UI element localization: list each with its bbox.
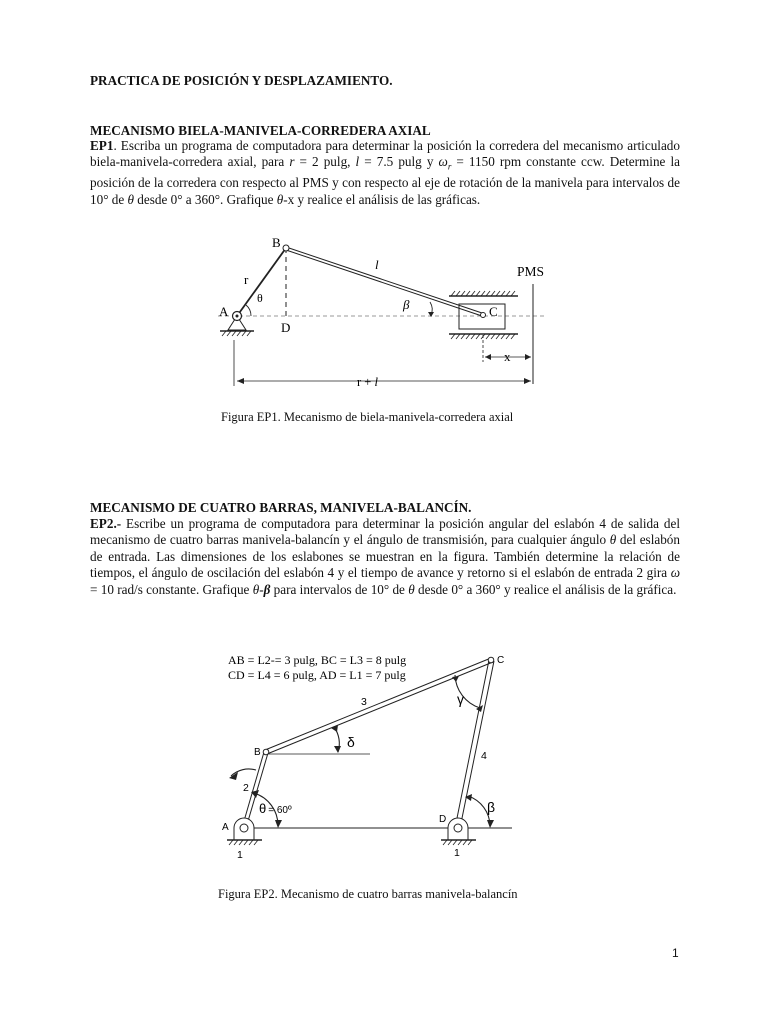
fig1-label-beta: β (403, 297, 410, 312)
ep2-label: EP2.- (90, 516, 122, 531)
fig1-label-theta: θ (257, 291, 263, 305)
figure-ep2-four-bar (205, 648, 525, 868)
fig1-label-l: l (375, 257, 379, 272)
fig2-label-d: D (439, 814, 447, 825)
fig2-dims-line2: CD = L4 = 6 pulg, AD = L1 = 7 pulg (228, 668, 406, 682)
fig2-label-b: B (254, 747, 261, 758)
fig1-label-pms: PMS (517, 264, 545, 279)
fig1-label-d: D (281, 320, 291, 335)
fig2-label-gamma: γ (457, 691, 464, 707)
fig2-label-3: 3 (361, 696, 367, 708)
section1-paragraph: EP1. Escriba un programa de computadora para determinar la posición la corredera del mecanismo articulado biela-manivela-corredera axial, para r = 2 pulg, l = 7.5 pulg y $\omega_r = 1150$ rpm constante ccw. Determine la posición de la corredera con respecto al PMS y con respecto al eje de rotación de la manivela para intervalos de 10° de θ desde 0° a 360°. Grafique θ-x y realice el análisis de las gráficas. (90, 138, 680, 207)
section2-paragraph: EP2.- Escribe un programa de computadora para determinar la posición angular del eslabón 4 de salida del mecanismo de cuatro barras manivela-balancín y el ángulo de transmisión, para cualquier ángulo θ del eslabón de entrada. Las dimensiones de los eslabones se muestran en la figura. También determine la relación de tiempos, el ángulo de oscilación del eslabón 4 y el tiempo de avance y retorno si el eslabón de entrada 2 gira ω = 10 rad/s constante. Grafique θ-β para intervalos de 10° de θ desde 0° a 360° y realice el análisis de la gráfica. (90, 516, 680, 597)
fig2-label-delta: δ (347, 734, 355, 750)
section2-heading: MECANISMO DE CUATRO BARRAS, MANIVELA-BALANCÍN. (90, 500, 472, 515)
fig2-label-4: 4 (481, 750, 487, 762)
fig2-dims-line1: AB = L2-= 3 pulg, BC = L3 = 8 pulg (228, 653, 407, 667)
fig2-label-beta: β (487, 799, 496, 815)
fig1-label-b: B (272, 235, 281, 250)
fig2-label-1a: 1 (237, 849, 243, 861)
fig2-label-a: A (222, 822, 229, 833)
fig1-label-c: C (489, 304, 498, 319)
fig2-label-1b: 1 (454, 847, 460, 859)
figure-ep1-caption: Figura EP1. Mecanismo de biela-manivela-corredera axial (221, 410, 514, 424)
fig1-label-a: A (219, 304, 229, 319)
fig2-label-theta60: θ = 60º (259, 801, 292, 816)
fig2-label-2: 2 (243, 782, 249, 794)
fig1-label-r: r (244, 272, 249, 287)
page-title: PRACTICA DE POSICIÓN Y DESPLAZAMIENTO. (90, 73, 393, 88)
page-number: 1 (672, 946, 679, 960)
ep1-label: EP1 (90, 138, 114, 153)
fig2-label-c: C (497, 655, 505, 666)
section1-heading: MECANISMO BIELA-MANIVELA-CORREDERA AXIAL (90, 123, 431, 138)
figure-ep2-caption: Figura EP2. Mecanismo de cuatro barras manivela-balancín (218, 887, 518, 901)
fig1-label-rl: r + l (357, 375, 378, 389)
fig1-label-x: x (504, 349, 511, 364)
figure-ep1-slider-crank (195, 228, 565, 398)
